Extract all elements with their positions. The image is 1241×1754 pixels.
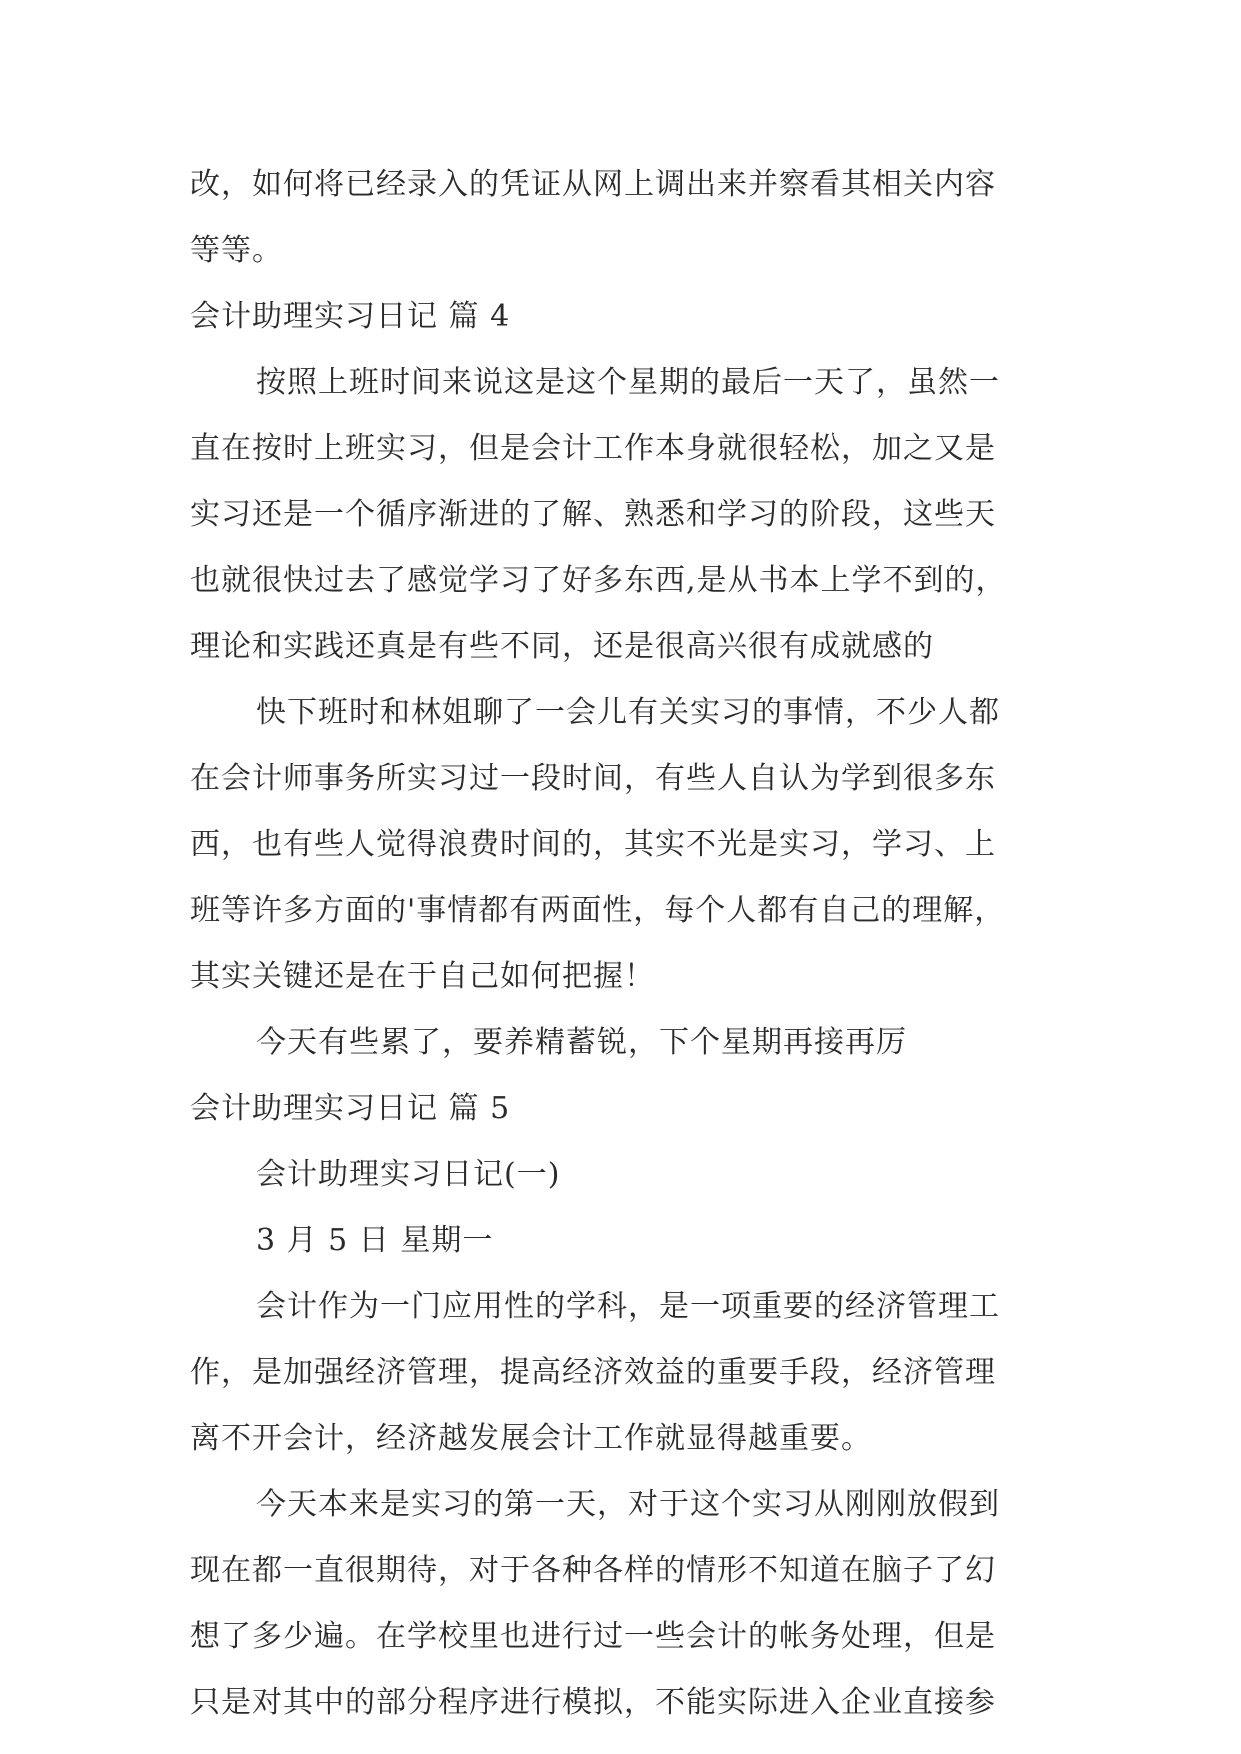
text-line: 班等许多方面的'事情都有两面性，每个人都有自己的理解， [190,893,1006,928]
paragraph-start-line: 会计作为一门应用性的学科，是一项重要的经济管理工 [256,1289,1000,1324]
text-line: 改，如何将已经录入的凭证从网上调出来并察看其相关内容 [190,167,996,202]
text-line: 作，是加强经济管理，提高经济效益的重要手段，经济管理 [190,1355,996,1390]
text-line: 现在都一直很期待，对于各种各样的情形不知道在脑子了幻 [190,1553,996,1588]
text-line: 也就很快过去了感觉学习了好多东西,是从书本上学不到的， [190,563,1007,598]
text-line: 离不开会计，经济越发展会计工作就显得越重要。 [190,1421,872,1456]
diary-title: 会计助理实习日记(一) [256,1157,561,1192]
text-line: 其实关键还是在于自己如何把握！ [190,959,655,994]
text-line: 西，也有些人觉得浪费时间的，其实不光是实习，学习、上 [190,827,996,862]
text-line: 想了多少遍。在学校里也进行过一些会计的帐务处理，但是 [190,1619,996,1654]
text-line: 只是对其中的部分程序进行模拟，不能实际进入企业直接参 [190,1685,996,1720]
document-page [190,152,1070,1736]
section-heading: 会计助理实习日记 篇 5 [190,1091,511,1126]
diary-date: 3 月 5 日 星期一 [256,1223,494,1258]
text-line: 等等。 [190,233,283,268]
paragraph-start-line: 今天有些累了，要养精蓄锐，下个星期再接再厉 [256,1025,907,1060]
text-line: 实习还是一个循序渐进的了解、熟悉和学习的阶段，这些天 [190,497,996,532]
text-line: 理论和实践还真是有些不同，还是很高兴很有成就感的 [190,629,934,664]
text-line: 直在按时上班实习，但是会计工作本身就很轻松，加之又是 [190,431,996,466]
text-line: 在会计师事务所实习过一段时间，有些人自认为学到很多东 [190,761,996,796]
paragraph-start-line: 快下班时和林姐聊了一会儿有关实习的事情，不少人都 [256,695,1000,730]
section-heading: 会计助理实习日记 篇 4 [190,299,511,334]
paragraph-start-line: 今天本来是实习的第一天，对于这个实习从刚刚放假到 [256,1487,1000,1522]
paragraph-start-line: 按照上班时间来说这是这个星期的最后一天了，虽然一 [256,365,1000,400]
